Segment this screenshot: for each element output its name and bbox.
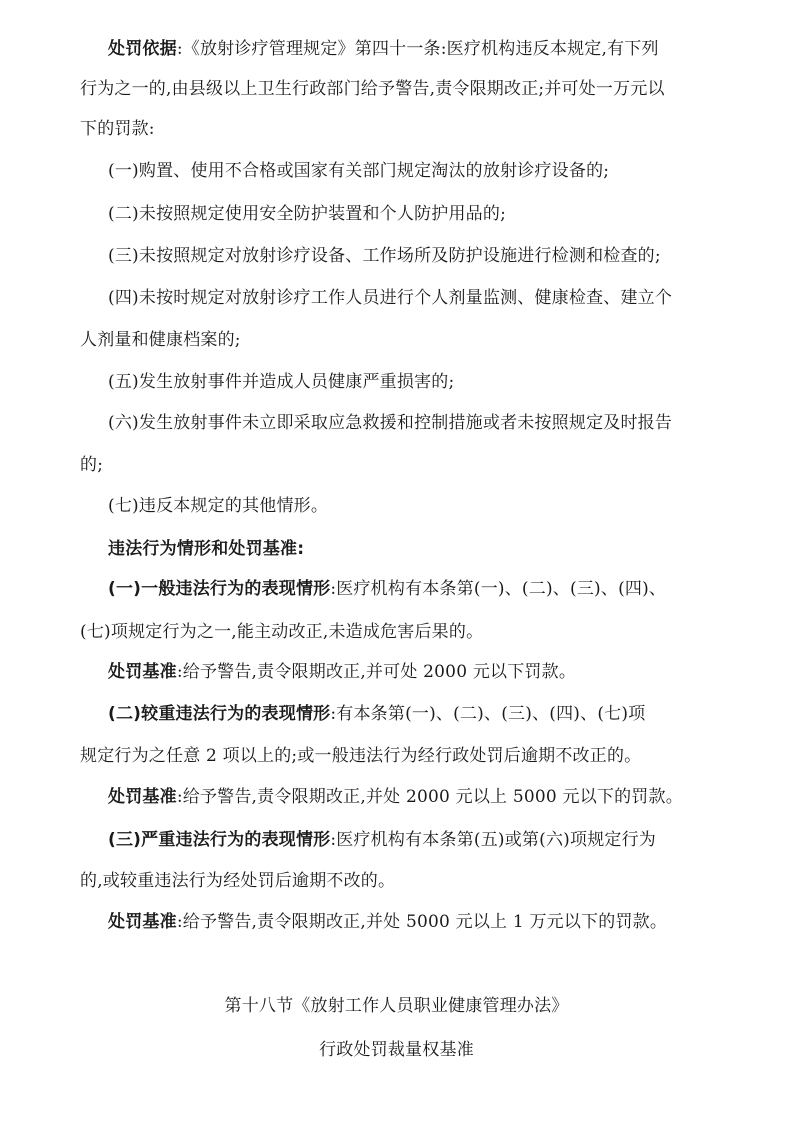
section-title-line-1: 第十八节《放射工作人员职业健康管理办法》 (224, 996, 569, 1016)
general-penalty (0, 661, 793, 683)
serious-penalty-text: :给予警告,责令限期改正,并处 2000 元以上 5000 元以下的罚款。 (176, 787, 683, 807)
general-label: (一)一般违法行为的表现情形 (108, 579, 331, 599)
standards-heading: 违法行为情形和处罚基准: (108, 539, 305, 559)
general-text-1: :医疗机构有本条第(一)、(二)、(三)、(四)、 (330, 579, 667, 599)
serious-penalty (0, 786, 793, 808)
basis-text-1: :《放射诊疗管理规定》第四十一条:医疗机构违反本规定,有下列 (176, 39, 659, 59)
general-line-2: (七)项规定行为之一,能主动改正,未造成危害后果的。 (80, 622, 484, 642)
section-title-line-2: 行政处罚裁量权基准 (319, 1040, 474, 1060)
item-1: (一)购置、使用不合格或国家有关部门规定淘汰的放射诊疗设备的; (108, 161, 610, 181)
item-6-line-1: (六)发生放射事件未立即采取应急救援和控制措施或者未按照规定及时报告 (108, 413, 673, 433)
severe-penalty-label: 处罚基准 (108, 912, 177, 932)
general-line-1 (0, 578, 793, 600)
serious-label: (二)较重违法行为的表现情形 (108, 704, 331, 724)
severe-line-2: 的,或较重违法行为经处罚后逾期不改的。 (80, 871, 396, 891)
item-6-line-2: 的; (80, 455, 104, 475)
item-5: (五)发生放射事件并造成人员健康严重损害的; (108, 372, 455, 392)
serious-penalty-label: 处罚基准 (108, 787, 177, 807)
item-7: (七)违反本规定的其他情形。 (108, 496, 329, 516)
general-penalty-label: 处罚基准 (108, 662, 177, 682)
severe-line-1 (0, 829, 793, 851)
basis-line-3: 下的罚款: (80, 119, 155, 139)
severe-penalty-text: :给予警告,责令限期改正,并处 5000 元以上 1 万元以下的罚款。 (176, 912, 668, 932)
item-4-line-1: (四)未按时规定对放射诊疗工作人员进行个人剂量监测、健康检查、建立个 (108, 288, 673, 308)
item-3: (三)未按照规定对放射诊疗设备、工作场所及防护设施进行检测和检查的; (108, 246, 661, 266)
severe-penalty (0, 911, 793, 933)
severe-label: (三)严重违法行为的表现情形 (108, 830, 331, 850)
basis-line-2: 行为之一的,由县级以上卫生行政部门给予警告,责令限期改正;并可处一万元以 (80, 79, 665, 99)
basis-line-1 (0, 38, 793, 60)
item-4-line-2: 人剂量和健康档案的; (80, 330, 241, 350)
item-2: (二)未按照规定使用安全防护装置和个人防护用品的; (108, 204, 506, 224)
general-penalty-text: :给予警告,责令限期改正,并可处 2000 元以下罚款。 (176, 662, 577, 682)
serious-text-1: :有本条第(一)、(二)、(三)、(四)、(七)项 (330, 704, 646, 724)
basis-label: 处罚依据 (108, 39, 177, 59)
serious-line-2: 规定行为之任意 2 项以上的;或一般违法行为经行政处罚后逾期不改正的。 (80, 746, 642, 766)
serious-line-1 (0, 703, 793, 725)
severe-text-1: :医疗机构有本条第(五)或第(六)项规定行为 (330, 830, 656, 850)
